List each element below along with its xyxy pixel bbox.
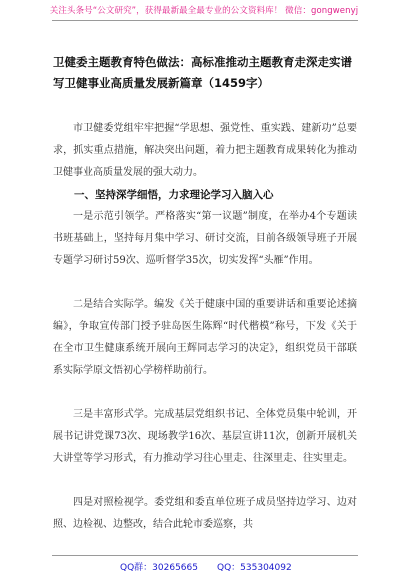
paragraph-2: 二是结合实际学。编发《关于健康中国的重要讲话和重要论述摘编》，争取宣传部门授予驻岛医生陈辉“时代楷模”称号，下发《关于在全市卫生健康系统开展向王辉同志学习的决定》，组织党员干部联系实际学原文悟初心学榜样助前行。	[53, 299, 357, 376]
header-divider	[52, 20, 358, 21]
footer-divider	[52, 555, 358, 556]
footer-qq-group: QQ群：30265665	[120, 563, 198, 573]
document-title: 卫健委主题教育特色做法：高标准推动主题教育走深走实谱写卫健事业高质量发展新篇章（1459字）	[53, 55, 352, 90]
paragraph-1: 一是示范引领学。严格落实“第一议题”制度，在举办4个专题读书班基础上，坚持每月集中学习、研讨交流，目前各级领导班子开展专题学习研讨59次、巡听督学35次，切实发挥“头雁”作用。	[53, 211, 357, 266]
section-1-heading: 一、坚持深学细悟，力求理论学习入脑入心	[74, 189, 274, 201]
footer-qq-number: QQ：535304092	[217, 563, 292, 573]
header-banner: 关注头条号“公文研究”，获得最新最全最专业的公文资料库！ 微信：gongwenyj	[49, 6, 359, 16]
intro-paragraph: 市卫健委党组牢牢把握“学思想、强党性、重实践、建新功”总要求，抓实重点措施，解决突出问题，着力把主题教育成果转化为推动卫健事业高质量发展的强大动力。	[53, 123, 357, 178]
paragraph-3: 三是丰富形式学。完成基层党组织书记、全体党员集中轮训，开展书记讲党课73次、现场教学16次、基层宣讲11次，创新开展机关大讲堂等学习形式，有力推动学习往心里走、往深里走、往实里走。	[53, 409, 357, 464]
paragraph-4: 四是对照检视学。委党组和委直单位班子成员坚持边学习、边对照、边检视、边整改，结合此轮市委巡察，共	[53, 497, 357, 530]
